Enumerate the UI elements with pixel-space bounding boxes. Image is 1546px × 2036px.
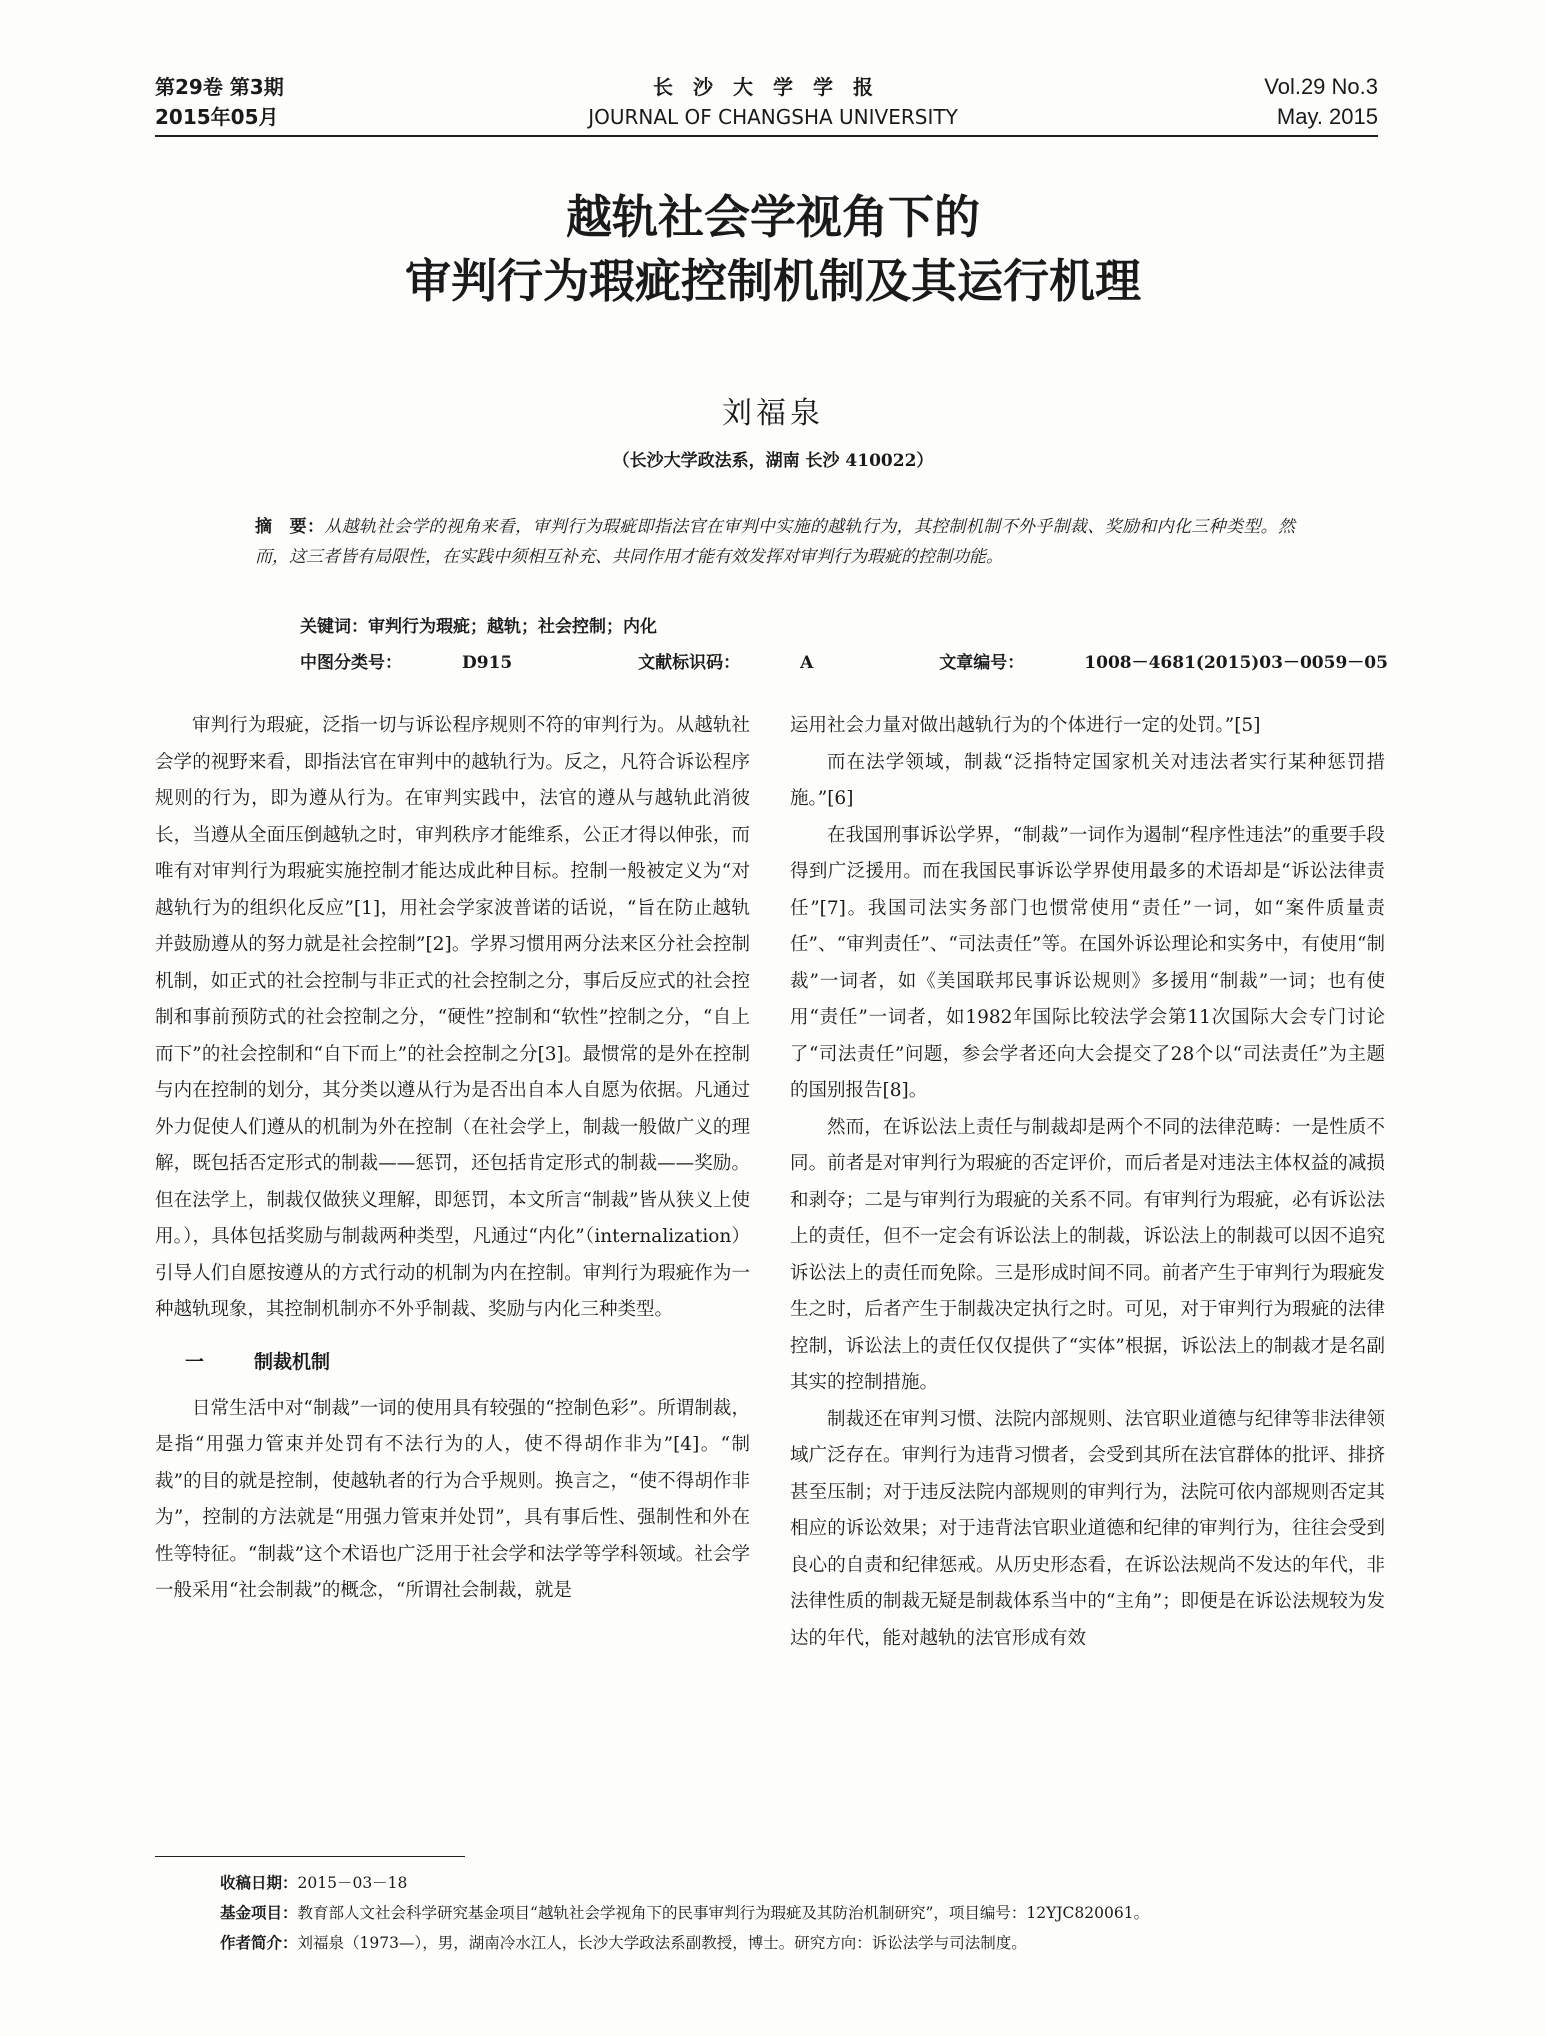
article-number — [939, 653, 1448, 673]
document-code — [638, 653, 873, 673]
received-label: 收稿日期： — [220, 1873, 298, 1892]
journal-name-en: JOURNAL OF CHANGSHA UNIVERSITY — [588, 105, 958, 129]
journal-name-cn: 长沙大学学报 — [653, 75, 893, 99]
abstract-label: 摘 要： — [255, 517, 325, 537]
article-title — [0, 185, 1546, 313]
paragraph: 审判行为瑕疵，泛指一切与诉讼程序规则不符的审判行为。从越轨社会学的视野来看，即指法官在审判中的越轨行为。反之，凡符合诉讼程序规则的行为，即为遵从行为。在审判实践中，法官的遵从与越轨此消彼长，当遵从全面压倒越轨之时，审判秩序才能维系，公正才得以伸张，而唯有对审判行为瑕疵实施控制才能达成此种目标。控制一般被定义为“对越轨行为的组织化反应”[1]，用社会学家波普诺的话说，“旨在防止越轨并鼓励遵从的努力就是社会控制”[2]。学界习惯用两分法来区分社会控制机制，如正式的社会控制与非正式的社会控制之分，事后反应式的社会控制和事前预防式的社会控制之分，“硬性”控制和“软性”控制之分，“自上而下”的社会控制和“自下而上”的社会控制之分[3]。最惯常的是外在控制与内在控制的划分，其分类以遵从行为是否出自本人自愿为依据。凡通过外力促使人们遵从的机制为外在控制（在社会学上，制裁一般做广义的理解，既包括否定形式的制裁——惩罚，还包括肯定形式的制裁——奖励。但在法学上，制裁仅做狭义理解，即惩罚，本文所言“制裁”皆从狭义上使用。），具体包括奖励与制裁两种类型，凡通过“内化”（internalization）引导人们自愿按遵从的方式行动的机制为内在控制。审判行为瑕疵作为一种越轨现象，其控制机制亦不外乎制裁、奖励与内化三种类型。 — [155, 715, 750, 1320]
article-no-value: 1008－4681(2015)03－0059－05 — [1084, 653, 1388, 673]
footnote-rule — [155, 1856, 465, 1857]
date-cn: 2015年05月 — [155, 105, 279, 129]
paragraph: 制裁还在审判习惯、法院内部规则、法官职业道德与纪律等非法律领域广泛存在。审判行为违背习惯者，会受到其所在法官群体的批评、排挤甚至压制；对于违反法院内部规则的审判行为，法院可依内部规则否定其相应的诉讼效果；对于违背法官职业道德和纪律的审判行为，往往会受到良心的自责和纪律惩戒。从历史形态看，在诉讼法规尚不发达的年代，非法律性质的制裁无疑是制裁体系当中的“主角”；即便是在诉讼法规较为发达的年代，能对越轨的法官形成有效 — [790, 1408, 1385, 1649]
title-line-1: 越轨社会学视角下的 — [566, 190, 980, 244]
abstract-text: 从越轨社会学的视角来看，审判行为瑕疵即指法官在审判中实施的越轨行为，其控制机制不外乎制裁、奖励和内化三种类型。然而，这三者皆有局限性，在实践中须相互补充、共同作用才能有效发挥对审判行为瑕疵的控制功能。 — [255, 517, 1296, 567]
bio-value: 刘福泉（1973—），男，湖南冷水江人，长沙大学政法系副教授，博士。研究方向：诉讼法学与司法制度。 — [297, 1934, 1027, 1952]
body-column-right — [790, 708, 1385, 1657]
keywords-label: 关键词： — [300, 617, 368, 637]
header-right — [1264, 72, 1378, 132]
author-bio — [220, 1928, 1380, 1958]
section-title: 制裁机制 — [254, 1350, 331, 1373]
title-line-2: 审判行为瑕疵控制机制及其运行机理 — [405, 254, 1141, 308]
article-no-label: 文章编号： — [939, 653, 1025, 673]
section-heading — [155, 1347, 750, 1377]
clc-number — [300, 653, 572, 673]
fund-label: 基金项目： — [220, 1903, 298, 1922]
volume-issue-cn: 第29卷 第3期 — [155, 75, 284, 99]
date-en: May. 2015 — [1276, 104, 1378, 129]
received-date — [220, 1868, 1380, 1898]
keywords-text: 审判行为瑕疵；越轨；社会控制；内化 — [368, 617, 657, 637]
paragraph: 在我国刑事诉讼学界，“制裁”一词作为遏制“程序性违法”的重要手段得到广泛援用。而在我国民事诉讼学界使用最多的术语却是“诉讼法律责任”[7]。我国司法实务部门也惯常使用“责任”一词，如“案件质量责任”、“审判责任”、“司法责任”等。在国外诉讼理论和实务中，有使用“制裁”一词者，如《美国联邦民事诉讼规则》多援用“制裁”一词；也有使用“责任”一词者，如1982年国际比较法学会第11次国际大会专门讨论了“司法责任”问题，参会学者还向大会提交了28个以“司法责任”为主题的国别报告[8]。 — [790, 824, 1385, 1101]
keywords — [300, 612, 657, 642]
volume-issue-en: Vol.29 No.3 — [1264, 74, 1378, 99]
header-rule — [155, 135, 1378, 137]
body-column-left — [155, 708, 750, 1610]
paragraph: 运用社会力量对做出越轨行为的个体进行一定的处罚。”[5] — [790, 715, 1261, 736]
doc-code-label: 文献标识码： — [638, 653, 741, 673]
header-center — [500, 72, 1046, 132]
paragraph: 而在法学领域，制裁“泛指特定国家机关对违法者实行某种惩罚措施。”[6] — [790, 751, 1385, 809]
paragraph: 日常生活中对“制裁”一词的使用具有较强的“控制色彩”。所谓制裁，是指“用强力管束并处罚有不法行为的人，使不得胡作非为”[4]。“制裁”的目的就是控制，使越轨者的行为合乎规则。换言之，“使不得胡作非为”，控制的方法就是“用强力管束并处罚”，具有事后性、强制性和外在性等特征。“制裁”这个术语也广泛用于社会学和法学等学科领域。社会学一般采用“社会制裁”的概念，“所谓社会制裁，就是 — [155, 1397, 750, 1601]
author-name: 刘福泉 — [722, 396, 824, 431]
author-affiliation: （长沙大学政法系，湖南 长沙 410022） — [612, 451, 934, 471]
bio-label: 作者简介： — [220, 1933, 298, 1952]
header-left — [155, 72, 284, 132]
paragraph: 然而，在诉讼法上责任与制裁却是两个不同的法律范畴：一是性质不同。前者是对审判行为瑕疵的否定评价，而后者是对违法主体权益的减损和剥夺；二是与审判行为瑕疵的关系不同。有审判行为瑕疵，必有诉讼法上的责任，但不一定会有诉讼法上的制裁，诉讼法上的制裁可以因不追究诉讼法上的责任而免除。三是形成时间不同。前者产生于审判行为瑕疵发生之时，后者产生于制裁决定执行之时。可见，对于审判行为瑕疵的法律控制，诉讼法上的责任仅仅提供了“实体”根据，诉讼法上的制裁才是名副其实的控制措施。 — [790, 1116, 1385, 1393]
clc-value: D915 — [462, 653, 513, 673]
footnotes — [220, 1868, 1380, 1958]
doc-code-value: A — [800, 653, 814, 673]
fund-project — [220, 1898, 1380, 1928]
clc-label: 中图分类号： — [300, 653, 402, 673]
fund-value: 教育部人文社会科学研究基金项目“越轨社会学视角下的民事审判行为瑕疵及其防治机制研究”，项目编号：12YJC820061。 — [297, 1904, 1150, 1922]
received-value: 2015－03－18 — [297, 1874, 408, 1892]
abstract — [255, 512, 1295, 572]
section-number: 一 — [185, 1350, 205, 1373]
classification-line — [300, 648, 1508, 678]
